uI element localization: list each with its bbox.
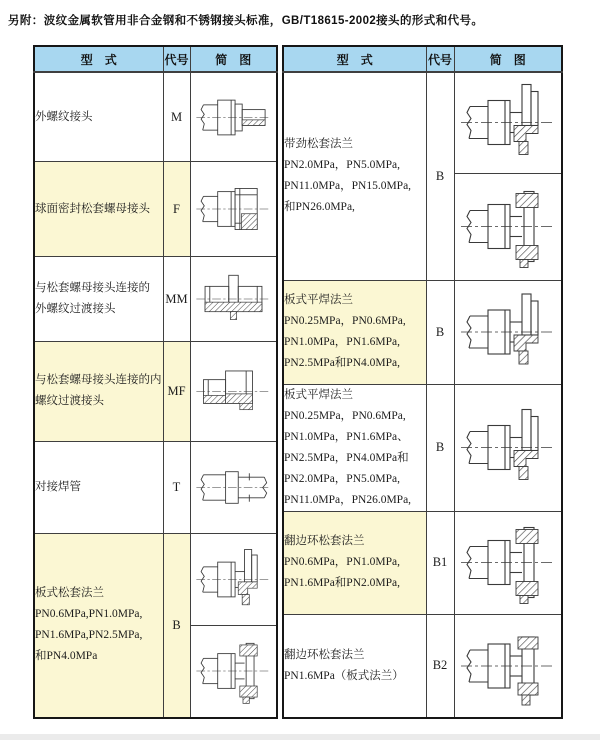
diagram-cell [454, 384, 562, 511]
column-header-diagram: 简 图 [454, 46, 562, 72]
diagram-cell [454, 614, 562, 718]
code-cell: B2 [426, 614, 454, 718]
diagram-cell [190, 441, 277, 533]
diagram-cell [190, 533, 277, 625]
tables-container [33, 45, 563, 719]
type-text-line: PN2.0MPa，PN5.0MPa, [284, 472, 400, 485]
left-table-row [34, 257, 277, 342]
type-text-line: PN1.0MPa，PN1.6MPa、 [284, 430, 409, 443]
diagram-lap-flange [458, 397, 558, 498]
right-table-row [283, 280, 562, 384]
type-cell [283, 614, 426, 718]
diagram-male-thread [194, 77, 273, 158]
type-text-line: 和PN4.0MPa [35, 650, 98, 663]
code-cell: F [163, 162, 190, 257]
code-cell: M [163, 72, 190, 162]
type-text-line: PN1.0MPa，PN1.6MPa, [284, 336, 400, 348]
column-header-type: 型 式 [34, 46, 163, 72]
code-cell: B [163, 533, 190, 718]
code-cell: B [426, 72, 454, 280]
right-table [282, 45, 563, 719]
diagram-cell [190, 341, 277, 441]
diagram-cell [454, 72, 562, 173]
left-table-row [34, 441, 277, 533]
diagram-butt-weld [194, 446, 273, 529]
code-cell: MM [163, 257, 190, 342]
left-table-row [34, 72, 277, 162]
column-header-diagram: 简 图 [190, 46, 277, 72]
type-text-line: 板式平焊法兰 [284, 388, 353, 401]
diagram-lap-flange [458, 75, 558, 170]
code-cell: B [426, 280, 454, 384]
diagram-lap-flange-ring [458, 617, 558, 715]
type-text-line: PN2.5MPa和PN4.0MPa, [284, 357, 400, 369]
left-table-row [34, 341, 277, 441]
diagram-cell [190, 72, 277, 162]
diagram-cell [454, 280, 562, 384]
right-table-row [283, 511, 562, 614]
code-cell: B1 [426, 511, 454, 614]
type-cell [34, 72, 163, 162]
type-text-line: PN11.0MPa，PN26.0MPa, [284, 493, 412, 506]
diagram-cell [454, 511, 562, 614]
right-table-row [283, 614, 562, 718]
type-text-line: PN0.6MPa,PN1.0MPa, [35, 608, 143, 621]
type-text-line: PN1.6MPa（板式法兰） [284, 669, 404, 682]
page-bottom-strip [0, 734, 600, 740]
left-table-row [34, 533, 277, 625]
code-cell: B [426, 384, 454, 511]
type-text-line: 外螺纹接头 [35, 110, 93, 123]
diagram-female-adapter [194, 346, 273, 437]
right-table-row [283, 72, 562, 173]
document-title: 另附：波纹金属软管用非合金钢和不锈钢接头标准，GB/T18615-2002接头的形式和代号。 [8, 15, 484, 27]
type-cell [283, 72, 426, 280]
diagram-cell [190, 162, 277, 257]
type-cell [283, 384, 426, 511]
type-text-line: 和PN26.0MPa, [284, 201, 355, 214]
type-text-line: 对接焊管 [35, 480, 81, 493]
left-table [33, 45, 278, 719]
diagram-cell [190, 625, 277, 718]
type-text-line: 带劲松套法兰 [284, 138, 353, 151]
column-header-type: 型 式 [283, 46, 426, 72]
type-cell [34, 441, 163, 533]
type-text-line: 螺纹过渡接头 [35, 395, 104, 408]
code-cell: T [163, 441, 190, 533]
diagram-nipple-union [194, 261, 273, 337]
right-table-header [283, 46, 562, 72]
type-text-line: 球面密封松套螺母接头 [35, 202, 150, 215]
diagram-union-nut [194, 166, 273, 252]
diagram-cell [190, 257, 277, 342]
type-text-line: PN11.0MPa，PN15.0MPa, [284, 180, 412, 193]
diagram-lap-flange-sym [194, 629, 273, 713]
column-header-code: 代号 [426, 46, 454, 72]
type-text-line: 与松套螺母接头连接的内 [35, 374, 162, 387]
type-text-line: PN2.5MPa，PN4.0MPa和 [284, 451, 409, 464]
type-text-line: PN1.6MPa,PN2.5MPa, [35, 629, 143, 642]
type-text-line: PN1.6MPa和PN2.0MPa, [284, 577, 400, 589]
type-text-line: 翻边环松套法兰 [284, 535, 365, 547]
type-cell [34, 257, 163, 342]
type-text-line: 与松套螺母接头连接的 [35, 282, 150, 294]
type-cell [283, 280, 426, 384]
diagram-lap-flange-sym [458, 514, 558, 611]
type-cell [283, 511, 426, 614]
left-table-row [34, 162, 277, 257]
type-text-line: 翻边环松套法兰 [284, 648, 365, 661]
diagram-lap-flange-sym [458, 176, 558, 277]
diagram-lap-flange [194, 538, 273, 621]
type-text-line: 外螺纹过渡接头 [35, 303, 116, 315]
code-cell: MF [163, 341, 190, 441]
column-header-code: 代号 [163, 46, 190, 72]
type-text-line: PN0.25MPa，PN0.6MPa, [284, 409, 406, 422]
diagram-lap-flange [458, 283, 558, 381]
left-table-header [34, 46, 277, 72]
type-text-line: PN2.0MPa，PN5.0MPa, [284, 159, 400, 172]
type-text-line: 板式平焊法兰 [284, 294, 353, 306]
type-cell [34, 162, 163, 257]
type-text-line: PN0.6MPa，PN1.0MPa, [284, 556, 400, 568]
diagram-cell [454, 173, 562, 280]
right-table-row [283, 384, 562, 511]
type-text-line: 板式松套法兰 [35, 587, 104, 600]
type-text-line: PN0.25MPa，PN0.6MPa, [284, 315, 406, 327]
type-cell [34, 341, 163, 441]
type-cell [34, 533, 163, 718]
